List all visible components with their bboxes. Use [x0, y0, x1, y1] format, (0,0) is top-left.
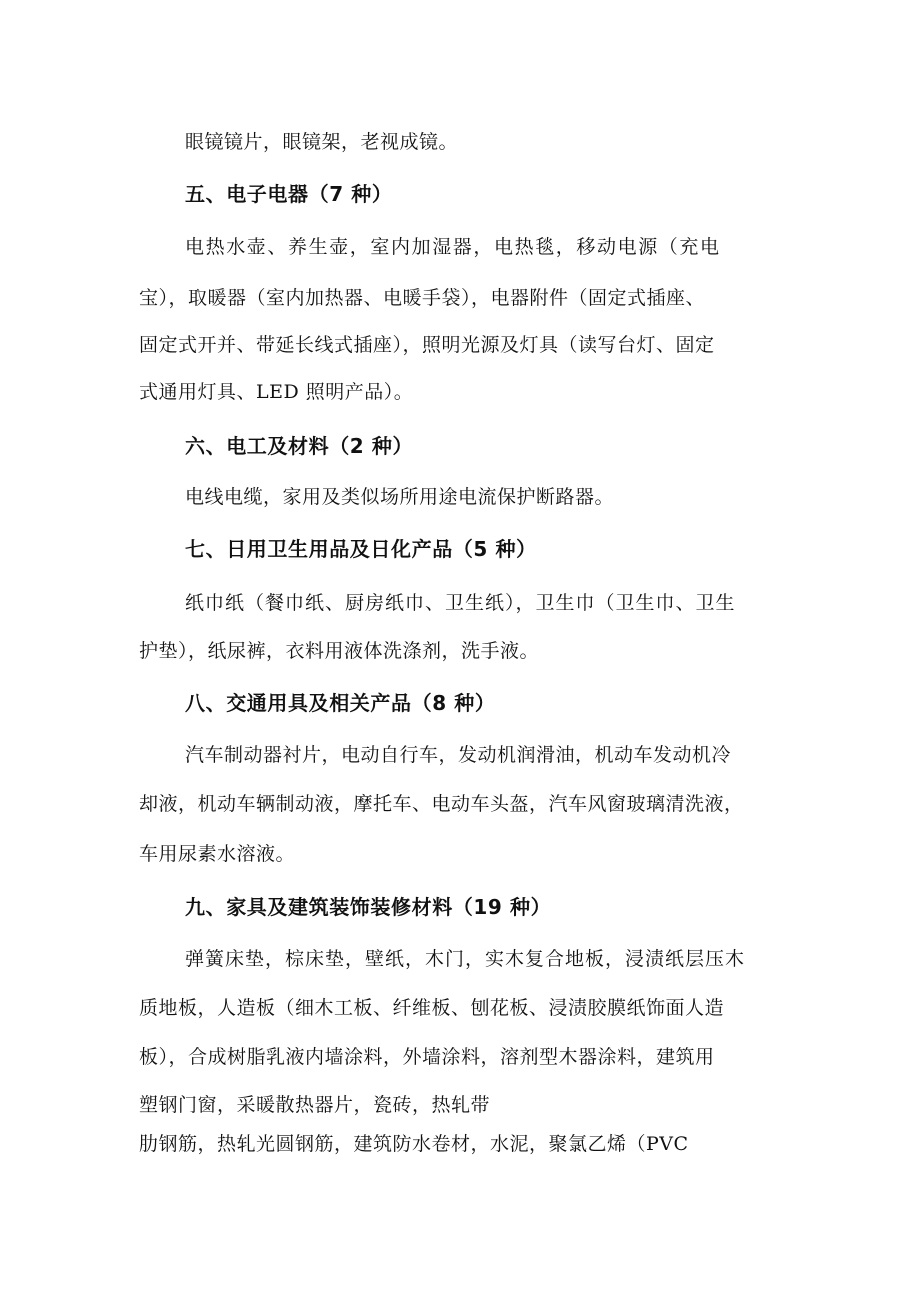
section9-line-2: 质地板，人造板（细木工板、纤维板、刨花板、浸渍胶膜纸饰面人造: [139, 997, 725, 1019]
section9-line-1: 弹簧床垫，棕床垫，壁纸，木门，实木复合地板，浸渍纸层压木: [185, 948, 746, 970]
section9-line-4: 塑钢门窗，采暖散热器片，瓷砖，热轧带: [139, 1094, 491, 1116]
section5-heading: 五、电子电器（7 种）: [185, 182, 393, 206]
section5-line-4: 式通用灯具、LED 照明产品）。: [139, 381, 414, 403]
section4-tail-text: 眼镜镜片，眼镜架，老视成镜。: [185, 131, 459, 153]
section7-line-2: 护垫），纸尿裤，衣料用液体洗涤剂，洗手液。: [139, 640, 540, 662]
section6-heading: 六、电工及材料（2 种）: [185, 434, 414, 458]
section8-heading: 八、交通用具及相关产品（8 种）: [185, 691, 496, 715]
section5-line-2: 宝），取暖器（室内加热器、电暖手袋），电器附件（固定式插座、: [139, 287, 706, 309]
section5-line-1: 电热水壶、养生壶，室内加湿器，电热毯，移动电源（充电: [185, 236, 721, 258]
section9-line-5: 肋钢筋，热轧光圆钢筋，建筑防水卷材，水泥，聚氯乙烯（PVC: [139, 1133, 689, 1155]
section7-line-1: 纸巾纸（餐巾纸、厨房纸巾、卫生纸），卫生巾（卫生巾、卫生: [185, 592, 736, 614]
section8-line-2: 却液，机动车辆制动液，摩托车、电动车头盔，汽车风窗玻璃清洗液，: [139, 793, 744, 815]
section6-line-1: 电线电缆，家用及类似场所用途电流保护断路器。: [185, 486, 615, 508]
section9-heading: 九、家具及建筑装饰装修材料（19 种）: [185, 895, 552, 919]
section9-line-3: 板），合成树脂乳液内墙涂料，外墙涂料，溶剂型木器涂料，建筑用: [139, 1046, 715, 1068]
section7-heading: 七、日用卫生用品及日化产品（5 种）: [185, 537, 537, 561]
section8-line-3: 车用尿素水溶液。: [139, 843, 296, 865]
section8-line-1: 汽车制动器衬片，电动自行车，发动机润滑油，机动车发动机冷: [185, 744, 732, 766]
section5-line-3: 固定式开并、带延长线式插座），照明光源及灯具（读写台灯、固定: [139, 334, 715, 356]
